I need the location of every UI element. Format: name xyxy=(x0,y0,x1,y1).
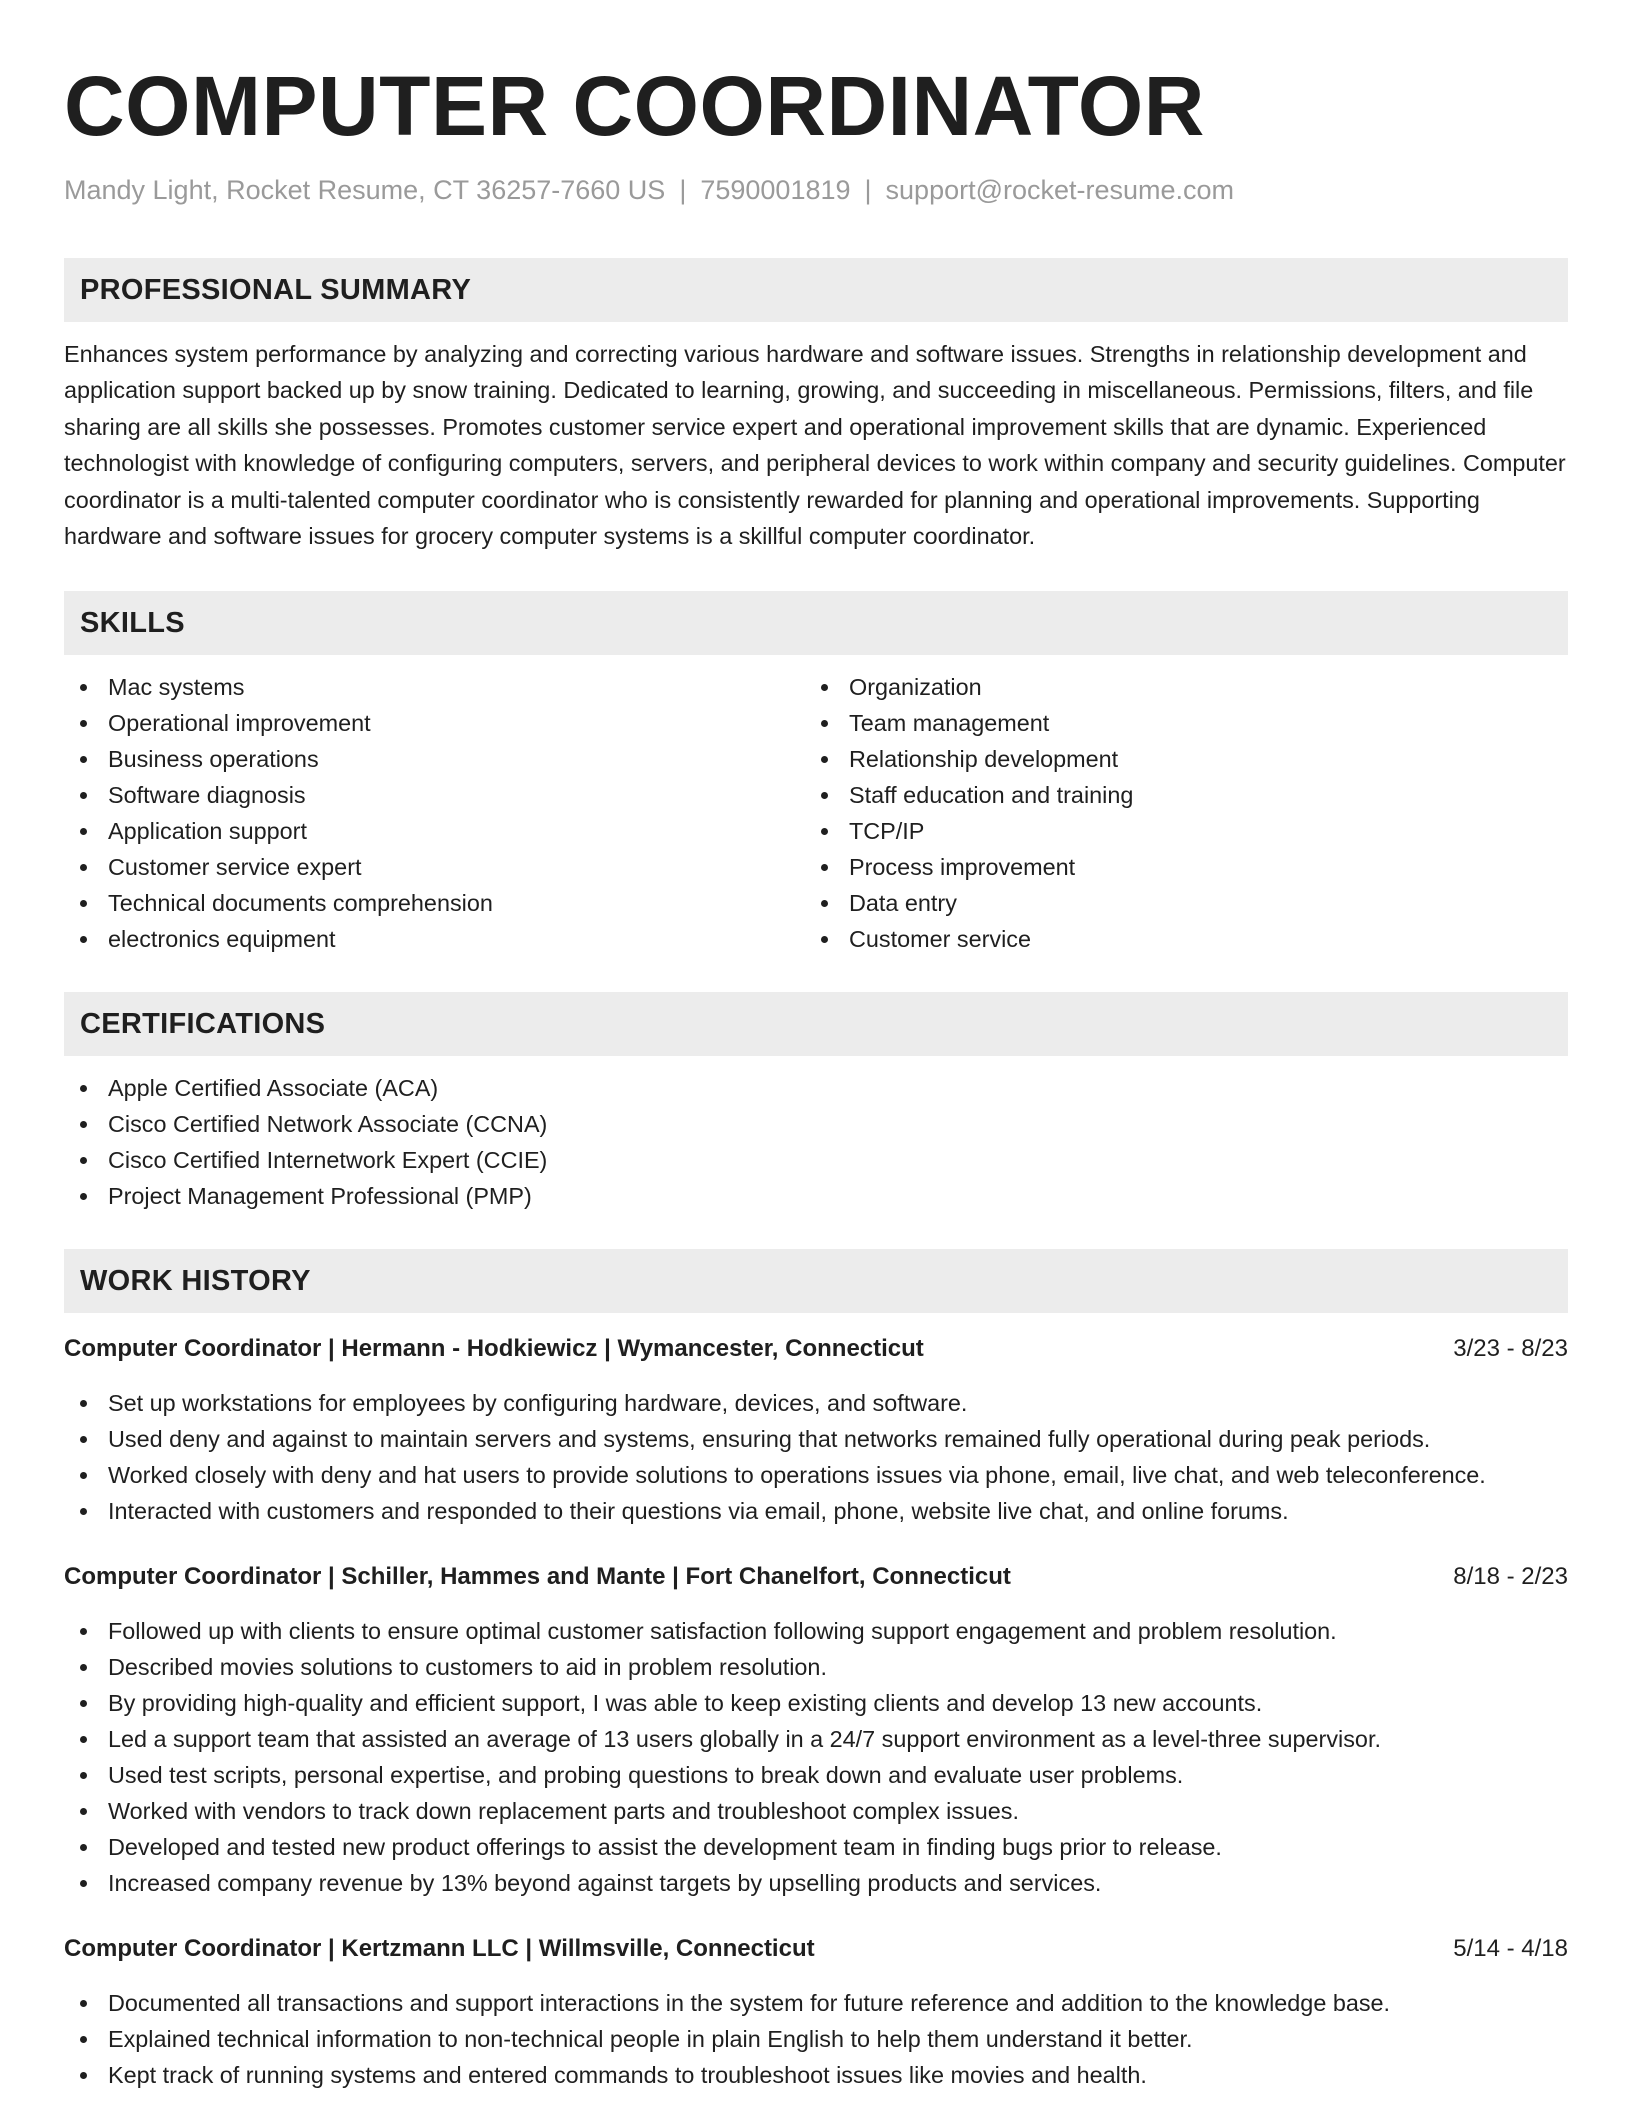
job-bullet-list xyxy=(64,1985,1568,2093)
skill-item: Process improvement xyxy=(805,849,1546,885)
job-entry xyxy=(64,1559,1568,1901)
job-entry xyxy=(64,1931,1568,2093)
job-bullet: Interacted with customers and responded to their questions via email, phone, website live chat, and online forums. xyxy=(64,1493,1568,1529)
skills-grid xyxy=(64,669,1568,957)
skill-item: Customer service expert xyxy=(64,849,805,885)
contact-line xyxy=(64,172,1568,208)
skill-item: Application support xyxy=(64,813,805,849)
contact-separator: | xyxy=(864,175,872,205)
job-bullet: Worked closely with deny and hat users to provide solutions to operations issues via phone, email, live chat, and web teleconference. xyxy=(64,1457,1568,1493)
job-title: Computer Coordinator | Schiller, Hammes and Mante | Fort Chanelfort, Connecticut xyxy=(64,1563,1011,1591)
contact-phone: 7590001819 xyxy=(700,175,851,205)
job-bullet: Developed and tested new product offerings to assist the development team in finding bugs prior to release. xyxy=(64,1829,1568,1865)
summary-heading: PROFESSIONAL SUMMARY xyxy=(64,258,1568,322)
job-bullet-list xyxy=(64,1385,1568,1529)
job-bullet: Increased company revenue by 13% beyond against targets by upselling products and services. xyxy=(64,1865,1568,1901)
work-history-heading: WORK HISTORY xyxy=(64,1249,1568,1313)
job-header xyxy=(64,1931,1568,1967)
contact-email[interactable]: support@rocket-resume.com xyxy=(885,175,1235,205)
skill-item: TCP/IP xyxy=(805,813,1546,849)
certification-item: Cisco Certified Internetwork Expert (CCIE) xyxy=(64,1142,1568,1178)
skill-item: Operational improvement xyxy=(64,705,805,741)
skill-item: Technical documents comprehension xyxy=(64,885,805,921)
certifications-list xyxy=(64,1070,1568,1214)
skill-item: Mac systems xyxy=(64,669,805,705)
skill-item: Organization xyxy=(805,669,1546,705)
resume-page xyxy=(64,54,1568,2093)
certification-item: Project Management Professional (PMP) xyxy=(64,1178,1568,1214)
work-history-list xyxy=(64,1331,1568,2093)
job-title: Computer Coordinator | Hermann - Hodkiewicz | Wymancester, Connecticut xyxy=(64,1335,924,1363)
job-bullet: Led a support team that assisted an average of 13 users globally in a 24/7 support environment as a level-three supervisor. xyxy=(64,1721,1568,1757)
skill-item: electronics equipment xyxy=(64,921,805,957)
job-header xyxy=(64,1331,1568,1367)
summary-text: Enhances system performance by analyzing and correcting various hardware and software issues. Strengths in relationship development and application support backed up by snow training. Dedicated to learning, growing, and succeeding in miscellaneous. Permissions, filters, and file sharing are all skills she possesses. Promotes customer service expert and operational improvement skills that are dynamic. Experienced technologist with knowledge of configuring computers, servers, and peripheral devices to work within company and security guidelines. Computer coordinator is a multi-talented computer coordinator who is consistently rewarded for planning and operational improvements. Supporting hardware and software issues for grocery computer systems is a skillful computer coordinator. xyxy=(64,341,1566,550)
job-bullet: By providing high-quality and efficient support, I was able to keep existing clients and develop 13 new accounts. xyxy=(64,1685,1568,1721)
job-bullet: Used test scripts, personal expertise, and probing questions to break down and evaluate user problems. xyxy=(64,1757,1568,1793)
job-header xyxy=(64,1559,1568,1595)
skill-item: Data entry xyxy=(805,885,1546,921)
job-bullet: Kept track of running systems and entered commands to troubleshoot issues like movies and health. xyxy=(64,2057,1568,2093)
job-bullet: Used deny and against to maintain servers and systems, ensuring that networks remained fully operational during peak periods. xyxy=(64,1421,1568,1457)
job-dates: 5/14 - 4/18 xyxy=(1453,1935,1568,1963)
skill-item: Relationship development xyxy=(805,741,1546,777)
certification-item: Apple Certified Associate (ACA) xyxy=(64,1070,1568,1106)
certifications-heading: CERTIFICATIONS xyxy=(64,992,1568,1056)
job-bullet: Set up workstations for employees by configuring hardware, devices, and software. xyxy=(64,1385,1568,1421)
skill-item: Customer service xyxy=(805,921,1546,957)
job-bullet: Documented all transactions and support interactions in the system for future reference and addition to the knowledge base. xyxy=(64,1985,1568,2021)
job-bullet: Followed up with clients to ensure optimal customer satisfaction following support engagement and problem resolution. xyxy=(64,1613,1568,1649)
skill-item: Team management xyxy=(805,705,1546,741)
certification-item: Cisco Certified Network Associate (CCNA) xyxy=(64,1106,1568,1142)
skills-left-column xyxy=(64,669,805,957)
skill-item: Staff education and training xyxy=(805,777,1546,813)
resume-name: COMPUTER COORDINATOR xyxy=(64,59,1205,153)
job-dates: 3/23 - 8/23 xyxy=(1453,1335,1568,1363)
job-title: Computer Coordinator | Kertzmann LLC | Willmsville, Connecticut xyxy=(64,1935,815,1963)
job-bullet: Explained technical information to non-technical people in plain English to help them understand it better. xyxy=(64,2021,1568,2057)
skill-item: Business operations xyxy=(64,741,805,777)
skills-heading: SKILLS xyxy=(64,591,1568,655)
skill-item: Software diagnosis xyxy=(64,777,805,813)
contact-separator: | xyxy=(679,175,687,205)
job-dates: 8/18 - 2/23 xyxy=(1453,1563,1568,1591)
job-bullet: Worked with vendors to track down replacement parts and troubleshoot complex issues. xyxy=(64,1793,1568,1829)
skills-right-column xyxy=(805,669,1546,957)
job-bullet: Described movies solutions to customers to aid in problem resolution. xyxy=(64,1649,1568,1685)
job-bullet-list xyxy=(64,1613,1568,1901)
job-entry xyxy=(64,1331,1568,1529)
contact-address: Mandy Light, Rocket Resume, CT 36257-7660 US xyxy=(64,175,666,205)
